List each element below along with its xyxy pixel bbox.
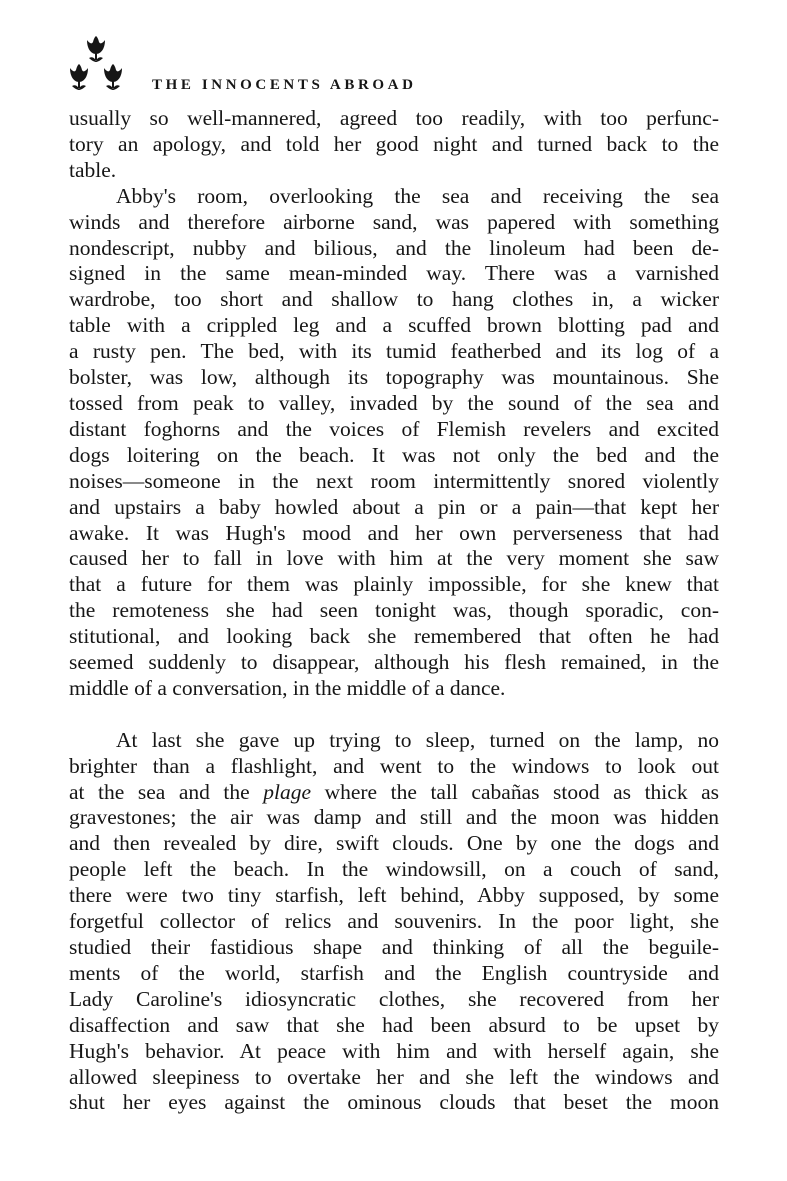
text-line: shut her eyes against the ominous clouds that beset the moon xyxy=(69,1090,719,1115)
running-head xyxy=(64,36,724,96)
text-line: and then revealed by dire, swift clouds. One by one the dogs and xyxy=(69,831,719,856)
text-line: tossed from peak to valley, invaded by the sound of the sea and xyxy=(69,390,719,415)
text-line: forgetful collector of relics and souvenirs. In the poor light, she xyxy=(69,909,719,934)
text-line: Abby's room, overlooking the sea and receiving the sea xyxy=(116,183,719,208)
text-line: and upstairs a baby howled about a pin or a pain—that kept her xyxy=(69,494,719,519)
running-head-title: THE INNOCENTS ABROAD xyxy=(152,77,417,93)
text-line: that a future for them was plainly impossible, for she knew that xyxy=(69,572,719,597)
text-line: stitutional, and looking back she remembered that often he had xyxy=(69,624,719,649)
text-line: dogs loitering on the beach. It was not only the bed and the xyxy=(69,442,719,467)
text-line: winds and therefore airborne sand, was papered with something xyxy=(69,209,719,234)
text-line: tory an apology, and told her good night and turned back to the xyxy=(69,131,719,156)
text-line: brighter than a flashlight, and went to the windows to look out xyxy=(69,753,719,778)
text-line: Hugh's behavior. At peace with him and with herself again, she xyxy=(69,1038,719,1063)
text-line: middle of a conversation, in the middle of a dance. xyxy=(69,675,506,700)
text-line-with-italic xyxy=(69,780,719,806)
text-line: studied their fastidious shape and thinking of all the beguile- xyxy=(69,934,719,959)
text-line: table. xyxy=(69,157,117,182)
italic-word: plage xyxy=(263,779,312,804)
text-line: usually so well-mannered, agreed too readily, with too perfunc- xyxy=(69,106,719,130)
text-line: caused her to fall in love with him at the very moment she saw xyxy=(69,546,719,571)
text-line: awake. It was Hugh's mood and her own perverseness that had xyxy=(69,520,719,545)
text-line: At last she gave up trying to sleep, turned on the lamp, no xyxy=(116,727,719,752)
paragraph-2 xyxy=(69,184,719,702)
text-line: there were two tiny starfish, left behind, Abby supposed, by some xyxy=(69,883,719,908)
paragraph-3 xyxy=(69,728,719,1117)
text-line: table with a crippled leg and a scuffed brown blotting pad and xyxy=(69,313,719,338)
text-line: people left the beach. In the windowsill, on a couch of sand, xyxy=(69,857,719,882)
text-line: a rusty pen. The bed, with its tumid featherbed and its log of a xyxy=(69,339,719,364)
text-line: distant foghorns and the voices of Flemish revelers and excited xyxy=(69,416,719,441)
text-line: wardrobe, too short and shallow to hang clothes in, a wicker xyxy=(69,287,719,312)
text-line: Lady Caroline's idiosyncratic clothes, she recovered from her xyxy=(69,986,719,1011)
body-text xyxy=(69,106,719,1116)
paragraph-1 xyxy=(69,106,719,184)
text-line: seemed suddenly to disappear, although his flesh remained, in the xyxy=(69,650,719,675)
text-segment: where the tall cabañas stood as thick as xyxy=(324,779,720,804)
text-line: bolster, was low, although its topography was mountainous. She xyxy=(69,365,719,390)
text-line: signed in the same mean-minded way. There was a varnished xyxy=(69,261,719,286)
text-line: disaffection and saw that she had been absurd to be upset by xyxy=(69,1012,719,1037)
text-line: nondescript, nubby and bilious, and the linoleum had been de- xyxy=(69,235,719,260)
text-line: ments of the world, starfish and the English countryside and xyxy=(69,960,719,985)
text-line: the remoteness she had seen tonight was, though sporadic, con- xyxy=(69,598,719,623)
tulip-flowers-ornament-icon xyxy=(64,36,128,92)
text-line: allowed sleepiness to overtake her and she left the windows and xyxy=(69,1064,719,1089)
text-line: noises—someone in the next room intermittently snored violently xyxy=(69,468,719,493)
text-line: gravestones; the air was damp and still and the moon was hidden xyxy=(69,805,719,830)
text-segment: at the sea and the xyxy=(69,779,250,804)
